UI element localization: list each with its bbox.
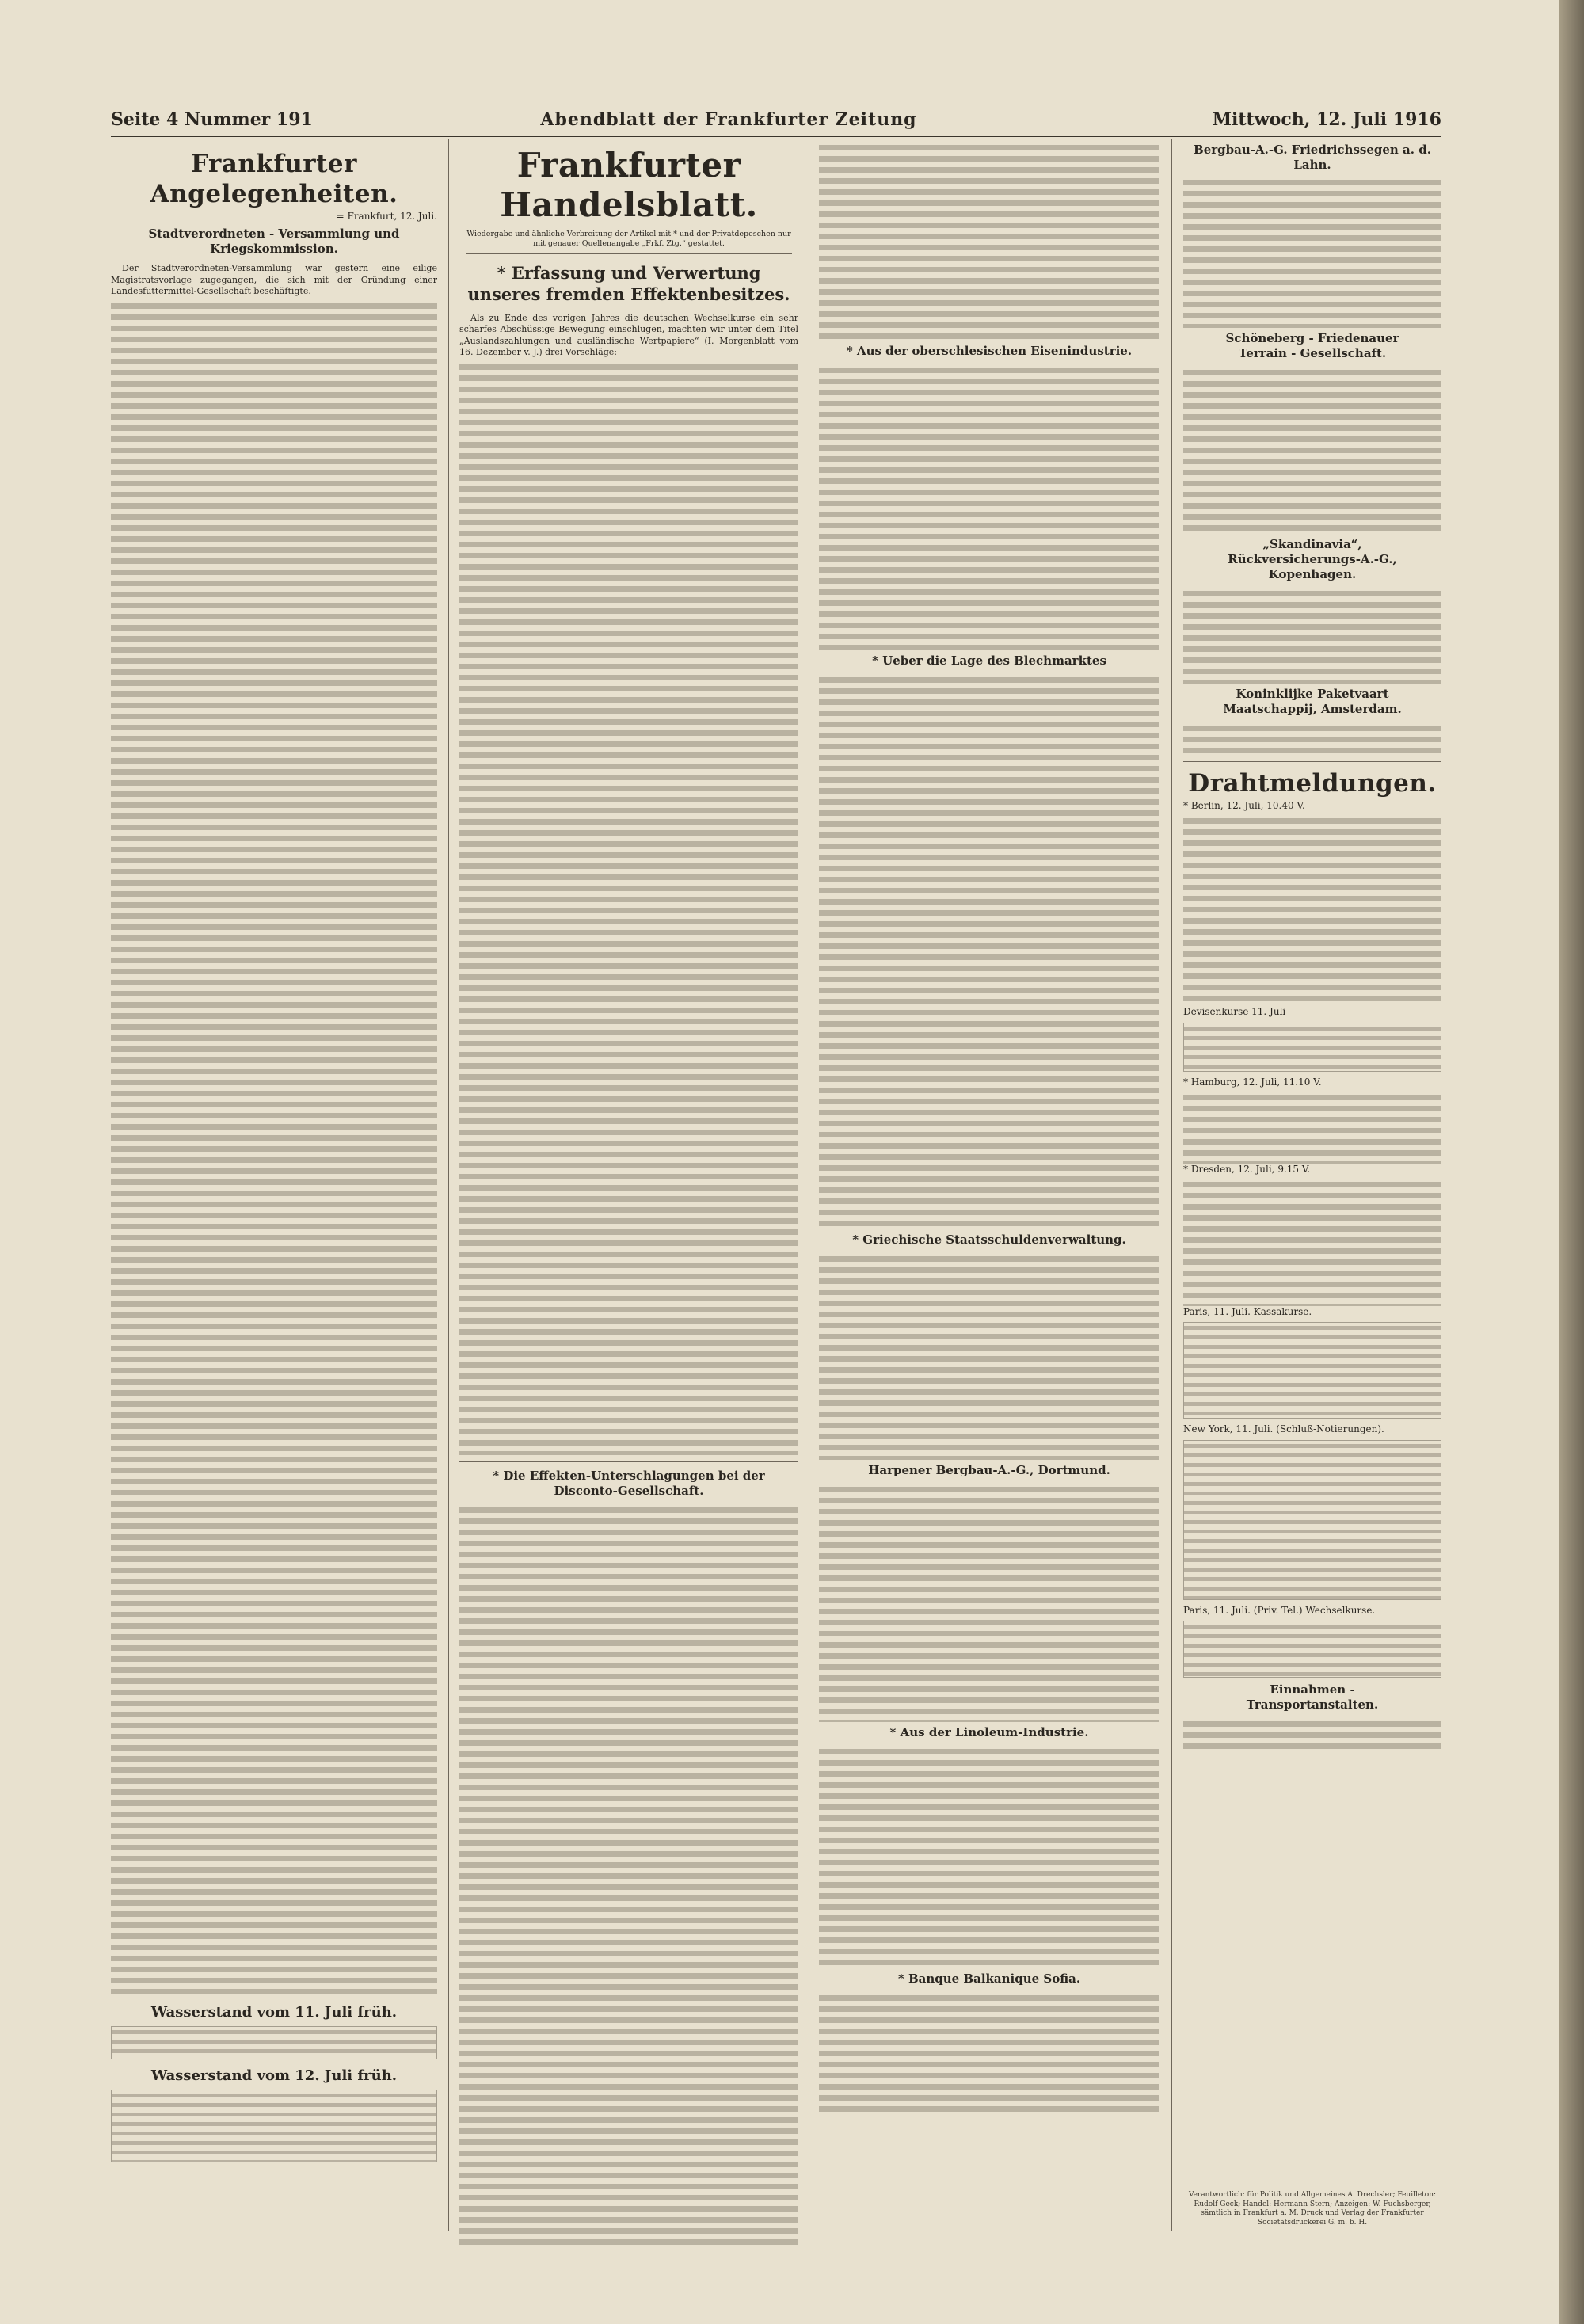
dispatch-dateline: * Dresden, 12. Juli, 9.15 V. [1183,1163,1311,1175]
article-body-text [819,1254,1159,1460]
article-headline: * Griechische Staatsschuldenverwaltung. [852,1232,1126,1247]
article-body-text [819,675,1159,1229]
article-body-text [1183,589,1441,684]
table-caption: New York, 11. Juli. (Schluß-Notierungen). [1183,1423,1384,1435]
article-body-text [459,362,798,1455]
column-business-news [819,143,1159,2250]
wasserstand-table [111,2026,437,2059]
article-body-text [111,301,437,1996]
paris-wechselkurse-table [1183,1621,1441,1678]
article-body-text [819,1747,1159,1968]
article-headline: * Erfassung und Verwertung unseres fremden Effektenbesitzes. [467,263,790,304]
article-body-text [819,365,1159,650]
section-title: Drahtmeldungen. [1188,769,1437,798]
article-headline: * Aus der Linoleum-Industrie. [889,1725,1089,1739]
dispatch-dateline: * Hamburg, 12. Juli, 11.10 V. [1183,1076,1322,1088]
page-number: Seite 4 Nummer 191 [111,109,313,130]
table-caption: Paris, 11. Juli. (Priv. Tel.) Wechselkurse. [1183,1604,1376,1616]
article-body-text [819,1993,1159,2112]
column-rule [1171,139,1172,2231]
dateline: = Frankfurt, 12. Juli. [336,211,437,222]
article-headline: Harpener Bergbau-A.-G., Dortmund. [868,1463,1110,1477]
article-body-text [1183,1092,1441,1164]
column-rule [448,139,449,2231]
imprint: Verantwortlich: für Politik und Allgemeines A. Drechsler; Feuilleton: Rudolf Geck; Handel: Hermann Stern; Anzeigen: W. Fuchsberger, sämtlich in Frankfurt a. M. Druck und Verlag der Frankfurter Societätsdruckerei G. m. b. H. [1188,2191,1437,2227]
reprint-notice: Wiedergabe und ähnliche Verbreitung der Artikel mit * und der Privatdepeschen nur mit genauer Quellenangabe „Frkf. Ztg.“ gestattet. [466,230,792,254]
article-headline: Koninklijke Paketvaart Maatschappij, Amsterdam. [1223,687,1402,716]
article-paragraph: Der Stadtverordneten-Versammlung war gestern eine eilige Magistratsvorlage zugegangen, die sich mit der Gründung einer Landesfuttermittel-Gesellschaft beschäftigte. [111,263,437,296]
table-caption: Devisenkurse 11. Juli [1183,1006,1286,1018]
wasserstand-heading: Wasserstand vom 11. Juli früh. [150,2004,398,2021]
article-headline: „Skandinavia“, Rückversicherungs-A.-G., Kopenhagen. [1228,537,1397,581]
section-title: Einnahmen - Transportanstalten. [1246,1682,1379,1713]
section-title: Frankfurter Angelegenheiten. [150,150,398,208]
article-headline: * Banque Balkanique Sofia. [897,1972,1081,1986]
article-headline: Stadtverordneten - Versammlung und Kriegskommission. [148,227,400,257]
article-headline: * Aus der oberschlesischen Eisenindustrie. [846,344,1133,358]
masthead [111,108,1441,137]
adjacent-page-edge [1559,0,1584,2324]
article-body-text [1183,816,1441,1006]
paris-kassakurse-table [1183,1322,1441,1419]
article-body-text [459,1505,798,2250]
issue-date: Mittwoch, 12. Juli 1916 [1212,109,1441,130]
article-body-text [1183,1179,1441,1306]
column-handelsblatt [459,143,798,2250]
article-body-text [1183,368,1441,534]
article-divider [459,1461,798,1462]
column-drahtmeldungen [1183,143,1441,2250]
wasserstand-table [111,2090,437,2162]
article-divider [1183,761,1441,762]
article-body-text [1183,177,1441,328]
exchange-rate-table [1183,1023,1441,1072]
article-headline: Schöneberg - Friedenauer Terrain - Gesellschaft. [1225,331,1399,360]
dispatch-dateline: * Berlin, 12. Juli, 10.40 V. [1183,800,1305,811]
article-paragraph: Als zu Ende des vorigen Jahres die deutschen Wechselkurse ein sehr scharfes Abschüssige Bewegung einschlugen, machten wir unter dem Titel „Auslandszahlungen und ausländische Wertpapiere“ (I. Morgenblatt vom 16. Dezember v. J.) drei Vorschläge: [459,313,798,357]
wasserstand-heading: Wasserstand vom 12. Juli früh. [150,2067,398,2085]
article-headline: * Ueber die Lage des Blechmarktes [872,653,1106,668]
table-caption: Paris, 11. Juli. Kassakurse. [1183,1306,1312,1318]
article-body-text [1183,1719,1441,1751]
newspaper-title: Abendblatt der Frankfurter Zeitung [540,109,917,130]
section-title: Frankfurter Handelsblatt. [500,146,758,224]
article-headline: Bergbau-A.-G. Friedrichssegen a. d. Lahn. [1194,143,1431,172]
article-body-text [1183,723,1441,755]
article-body-text [819,143,1159,341]
new-york-table [1183,1440,1441,1600]
article-headline: * Die Effekten-Unterschlagungen bei der Disconto-Gesellschaft. [493,1469,765,1499]
column-frankfurter-angelegenheiten [111,143,437,2250]
article-body-text [819,1484,1159,1722]
